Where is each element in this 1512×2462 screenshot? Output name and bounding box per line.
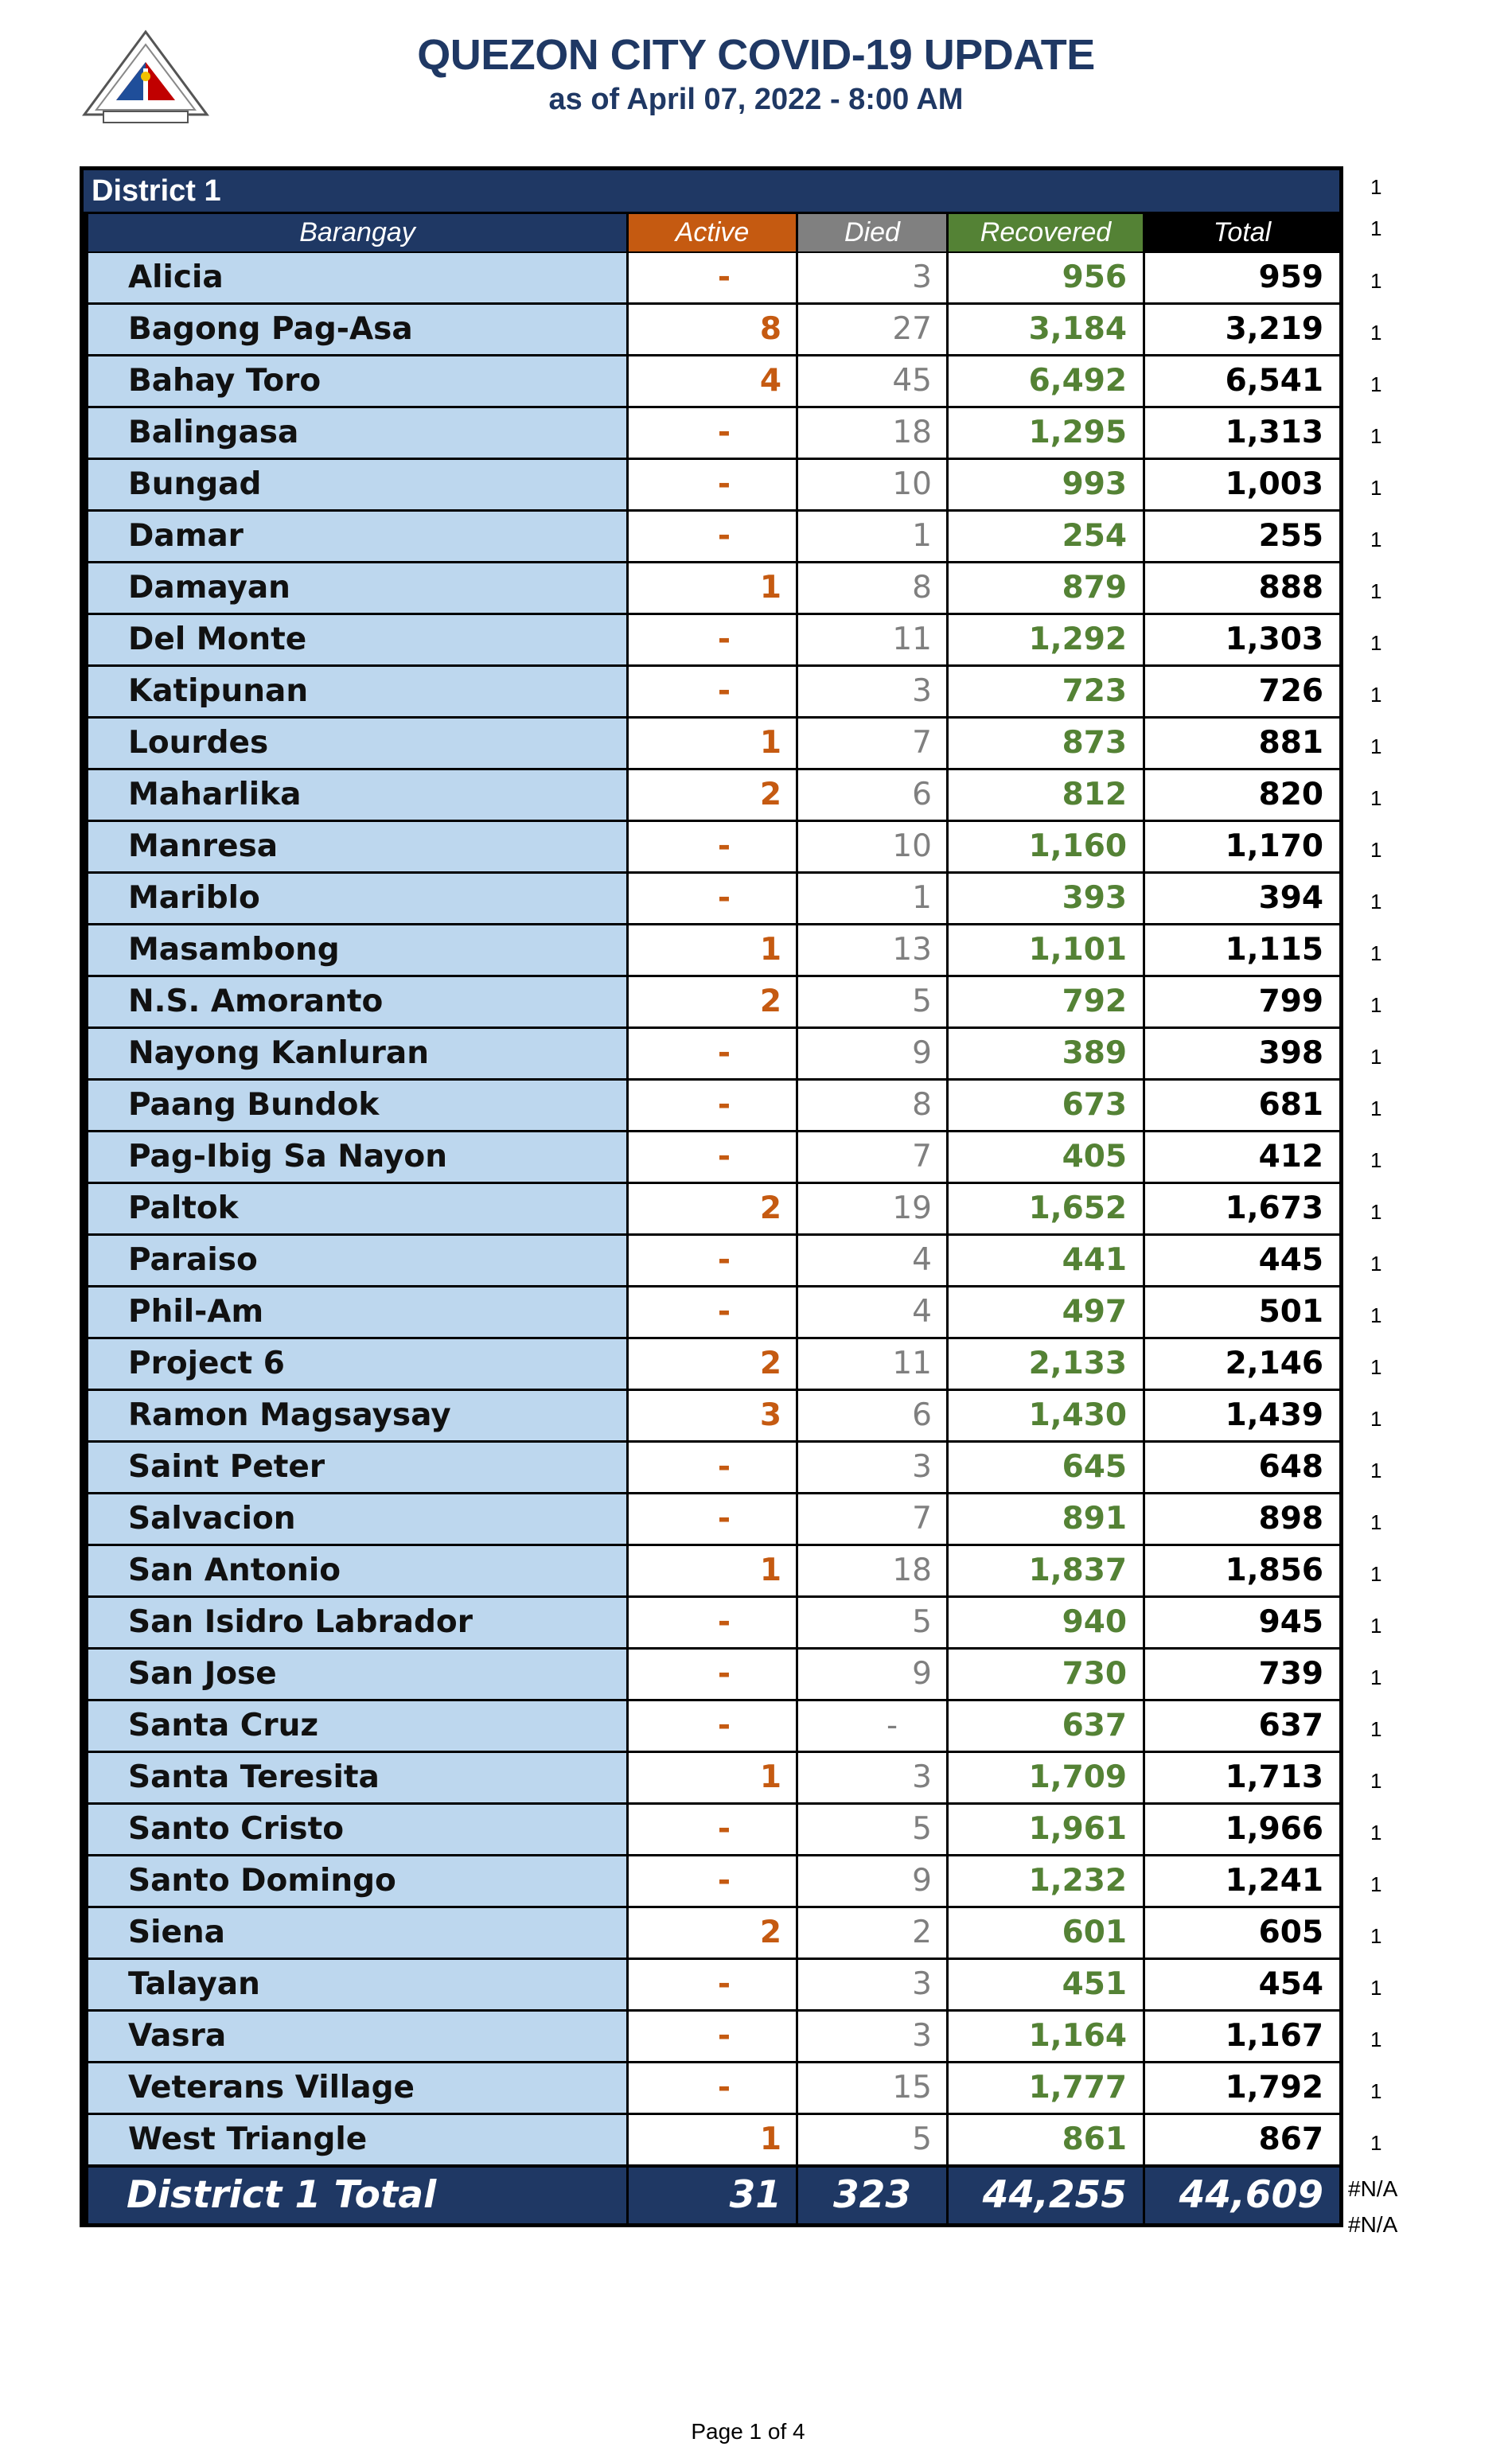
active-cell: - [629,460,796,509]
table-row [84,667,1339,716]
barangay-cell: Alicia [88,253,626,302]
recovered-cell: 451 [949,1960,1143,2009]
side-flag: 1 [1370,631,1382,655]
barangay-cell: Veterans Village [88,2063,626,2113]
total-cell: 799 [1145,977,1339,1026]
active-cell: - [629,1029,796,1078]
died-cell: 7 [798,719,946,768]
total-cell: 1,713 [1145,1753,1339,1802]
total-label: District 1 Total [88,2168,626,2223]
side-flag: 1 [1370,1045,1382,1069]
side-flag: 1 [1370,1200,1382,1224]
side-flag: 1 [1370,1769,1382,1793]
total-cell: 1,792 [1145,2063,1339,2113]
total-cell: 2,146 [1145,1339,1339,1389]
col-header-active: Active [629,214,796,251]
active-cell: 1 [629,1753,796,1802]
table-row [84,305,1339,354]
table-row [84,2063,1339,2113]
active-cell: 2 [629,770,796,820]
active-cell: 1 [629,2115,796,2164]
active-cell: - [629,2063,796,2113]
died-cell: 1 [798,512,946,561]
died-cell: 9 [798,1856,946,1906]
col-header-total: Total [1145,214,1339,251]
active-cell: - [629,1287,796,1337]
total-cell: 945 [1145,1598,1339,1647]
barangay-cell: Ramon Magsaysay [88,1391,626,1440]
active-cell: - [629,667,796,716]
table-row [84,1908,1339,1958]
barangay-cell: West Triangle [88,2115,626,2164]
barangay-cell: Paltok [88,1184,626,1233]
recovered-cell: 993 [949,460,1143,509]
barangay-cell: Maharlika [88,770,626,820]
recovered-cell: 1,961 [949,1805,1143,1854]
active-cell: - [629,512,796,561]
total-cell: 1,313 [1145,408,1339,458]
total-cell: 648 [1145,1443,1339,1492]
recovered-cell: 2,133 [949,1339,1143,1389]
table-row [84,1132,1339,1182]
table-row [84,1701,1339,1751]
barangay-cell: Balingasa [88,408,626,458]
barangay-cell: Masambong [88,925,626,975]
recovered-cell: 956 [949,253,1143,302]
recovered-cell: 497 [949,1287,1143,1337]
col-header-recovered: Recovered [949,214,1143,251]
table-row [84,1029,1339,1078]
barangay-cell: N.S. Amoranto [88,977,626,1026]
total-cell: 3,219 [1145,305,1339,354]
barangay-cell: Project 6 [88,1339,626,1389]
barangay-cell: Paraiso [88,1236,626,1285]
total-cell: 1,241 [1145,1856,1339,1906]
died-cell: 8 [798,563,946,613]
table-row [84,253,1339,302]
total-cell: 1,966 [1145,1805,1339,1854]
recovered-cell: 1,709 [949,1753,1143,1802]
active-cell: - [629,822,796,871]
total-cell: 1,167 [1145,2012,1339,2061]
total-active: 31 [629,2168,796,2223]
died-cell: 18 [798,1546,946,1595]
barangay-cell: Bungad [88,460,626,509]
total-cell: 1,673 [1145,1184,1339,1233]
barangay-cell: Lourdes [88,719,626,768]
recovered-cell: 1,295 [949,408,1143,458]
side-flag: 1 [1370,993,1382,1017]
table-row [84,1184,1339,1233]
total-cell: 1,115 [1145,925,1339,975]
died-cell: 3 [798,2012,946,2061]
total-cell: 739 [1145,1650,1339,1699]
table-row [84,1236,1339,1285]
total-cell: 637 [1145,1701,1339,1751]
side-flag: 1 [1370,941,1382,965]
side-flag: 1 [1370,1821,1382,1845]
barangay-cell: Damayan [88,563,626,613]
active-cell: - [629,253,796,302]
died-cell: 5 [798,2115,946,2164]
table-row [84,770,1339,820]
active-cell: - [629,1650,796,1699]
recovered-cell: 812 [949,770,1143,820]
total-cell: 681 [1145,1081,1339,1130]
died-cell: 10 [798,822,946,871]
active-cell: 1 [629,563,796,613]
barangay-cell: Vasra [88,2012,626,2061]
side-flag: 1 [1370,2131,1382,2155]
total-cell: 454 [1145,1960,1339,2009]
died-cell: 3 [798,1753,946,1802]
active-cell: - [629,1960,796,2009]
total-total: 44,609 [1145,2168,1339,2223]
died-cell: 1 [798,874,946,923]
died-cell: 11 [798,1339,946,1389]
side-flag: 1 [1370,269,1382,293]
barangay-cell: Manresa [88,822,626,871]
recovered-cell: 1,430 [949,1391,1143,1440]
died-cell: 5 [798,1805,946,1854]
total-cell: 898 [1145,1494,1339,1544]
side-flag: 1 [1370,683,1382,707]
side-flag: 1 [1370,1459,1382,1482]
died-cell: 6 [798,770,946,820]
barangay-cell: Siena [88,1908,626,1958]
side-flag: 1 [1370,1407,1382,1431]
died-cell: 11 [798,615,946,664]
died-cell: - [798,1701,946,1751]
total-cell: 605 [1145,1908,1339,1958]
active-cell: 2 [629,1339,796,1389]
district-header: District 1 [84,170,1339,212]
died-cell: 45 [798,356,946,406]
recovered-cell: 441 [949,1236,1143,1285]
died-cell: 27 [798,305,946,354]
died-cell: 4 [798,1236,946,1285]
barangay-cell: San Jose [88,1650,626,1699]
side-flag: 1 [1370,786,1382,810]
total-cell: 867 [1145,2115,1339,2164]
active-cell: 2 [629,1908,796,1958]
table-row [84,1753,1339,1802]
barangay-cell: Santa Teresita [88,1753,626,1802]
died-cell: 2 [798,1908,946,1958]
table-row [84,512,1339,561]
total-cell: 1,856 [1145,1546,1339,1595]
active-cell: 2 [629,1184,796,1233]
total-cell: 1,170 [1145,822,1339,871]
total-cell: 1,439 [1145,1391,1339,1440]
died-cell: 8 [798,1081,946,1130]
col-header-barangay: Barangay [88,214,626,251]
barangay-cell: San Antonio [88,1546,626,1595]
barangay-cell: Pag-Ibig Sa Nayon [88,1132,626,1182]
total-cell: 726 [1145,667,1339,716]
total-cell: 959 [1145,253,1339,302]
died-cell: 5 [798,977,946,1026]
died-cell: 7 [798,1132,946,1182]
recovered-cell: 891 [949,1494,1143,1544]
recovered-cell: 1,101 [949,925,1143,975]
side-flag: 1 [1370,1562,1382,1586]
active-cell: - [629,1494,796,1544]
active-cell: - [629,1598,796,1647]
total-died: 323 [798,2168,946,2223]
recovered-cell: 645 [949,1443,1143,1492]
side-flag: 1 [1370,1614,1382,1638]
total-cell: 1,003 [1145,460,1339,509]
side-flag: 1 [1370,321,1382,345]
recovered-cell: 3,184 [949,305,1143,354]
table-row [84,874,1339,923]
side-flag-header: 1 [1370,175,1382,199]
table-row [84,1081,1339,1130]
page-subtitle: as of April 07, 2022 - 8:00 AM [548,83,964,116]
recovered-cell: 601 [949,1908,1143,1958]
side-total-flag-clipped: #N/A [1348,2212,1398,2237]
active-cell: - [629,1236,796,1285]
col-header-died: Died [798,214,946,251]
side-flag: 1 [1370,372,1382,396]
total-cell: 6,541 [1145,356,1339,406]
table-row [84,1598,1339,1647]
total-cell: 888 [1145,563,1339,613]
side-flag: 1 [1370,528,1382,551]
barangay-cell: Del Monte [88,615,626,664]
recovered-cell: 730 [949,1650,1143,1699]
total-cell: 255 [1145,512,1339,561]
active-cell: - [629,1081,796,1130]
recovered-cell: 1,292 [949,615,1143,664]
died-cell: 9 [798,1650,946,1699]
recovered-cell: 254 [949,512,1143,561]
barangay-cell: Katipunan [88,667,626,716]
barangay-cell: Santo Cristo [88,1805,626,1854]
recovered-cell: 723 [949,667,1143,716]
barangay-cell: San Isidro Labrador [88,1598,626,1647]
side-flag: 1 [1370,1976,1382,2000]
recovered-cell: 879 [949,563,1143,613]
active-cell: - [629,408,796,458]
side-flag: 1 [1370,1303,1382,1327]
recovered-cell: 393 [949,874,1143,923]
died-cell: 9 [798,1029,946,1078]
barangay-cell: Santo Domingo [88,1856,626,1906]
side-flag: 1 [1370,424,1382,448]
barangay-cell: Bagong Pag-Asa [88,305,626,354]
district-total-row [84,2168,1339,2223]
died-cell: 13 [798,925,946,975]
side-flag: 1 [1370,476,1382,500]
side-flag: 1 [1370,579,1382,603]
side-flag: 1 [1370,2079,1382,2103]
page-title: QUEZON CITY COVID-19 UPDATE [417,31,1095,79]
died-cell: 3 [798,667,946,716]
died-cell: 7 [798,1494,946,1544]
table-row [84,615,1339,664]
died-cell: 18 [798,408,946,458]
barangay-cell: Damar [88,512,626,561]
table-row [84,977,1339,1026]
recovered-cell: 1,160 [949,822,1143,871]
recovered-cell: 1,837 [949,1546,1143,1595]
side-flag: 1 [1370,1924,1382,1948]
total-cell: 398 [1145,1029,1339,1078]
table-row [84,1960,1339,2009]
barangay-cell: Salvacion [88,1494,626,1544]
died-cell: 10 [798,460,946,509]
total-cell: 445 [1145,1236,1339,1285]
active-cell: - [629,2012,796,2061]
side-total-flag: #N/A [1348,2176,1398,2201]
side-flag: 1 [1370,1872,1382,1896]
table-row [84,1287,1339,1337]
table-row [84,1391,1339,1440]
table-row [84,356,1339,406]
side-flag: 1 [1370,1717,1382,1741]
recovered-cell: 1,652 [949,1184,1143,1233]
died-cell: 3 [798,1960,946,2009]
active-cell: 4 [629,356,796,406]
barangay-cell: Santa Cruz [88,1701,626,1751]
died-cell: 4 [798,1287,946,1337]
active-cell: - [629,1856,796,1906]
side-flag: 1 [1370,2028,1382,2051]
recovered-cell: 940 [949,1598,1143,1647]
barangay-cell: Talayan [88,1960,626,2009]
total-cell: 881 [1145,719,1339,768]
recovered-cell: 1,164 [949,2012,1143,2061]
died-cell: 3 [798,1443,946,1492]
recovered-cell: 637 [949,1701,1143,1751]
recovered-cell: 873 [949,719,1143,768]
active-cell: 1 [629,1546,796,1595]
recovered-cell: 389 [949,1029,1143,1078]
table-row [84,719,1339,768]
total-recovered: 44,255 [949,2168,1143,2223]
page-number: Page 1 of 4 [691,2419,805,2444]
covid-table [80,166,1343,2227]
died-cell: 5 [798,1598,946,1647]
died-cell: 15 [798,2063,946,2113]
side-flag: 1 [1370,1252,1382,1276]
table-row [84,1546,1339,1595]
table-row [84,2012,1339,2061]
active-cell: - [629,1701,796,1751]
recovered-cell: 673 [949,1081,1143,1130]
active-cell: 1 [629,719,796,768]
table-row [84,460,1339,509]
total-cell: 394 [1145,874,1339,923]
side-flag: 1 [1370,890,1382,914]
died-cell: 6 [798,1391,946,1440]
table-row [84,822,1339,871]
total-cell: 820 [1145,770,1339,820]
barangay-cell: Mariblo [88,874,626,923]
recovered-cell: 405 [949,1132,1143,1182]
active-cell: - [629,615,796,664]
table-row [84,925,1339,975]
table-row [84,408,1339,458]
table-row [84,1805,1339,1854]
recovered-cell: 1,232 [949,1856,1143,1906]
barangay-cell: Phil-Am [88,1287,626,1337]
side-flag: 1 [1370,1355,1382,1379]
side-flag: 1 [1370,838,1382,862]
table-row [84,563,1339,613]
table-row [84,1856,1339,1906]
active-cell: 3 [629,1391,796,1440]
died-cell: 3 [798,253,946,302]
total-cell: 1,303 [1145,615,1339,664]
barangay-cell: Paang Bundok [88,1081,626,1130]
recovered-cell: 792 [949,977,1143,1026]
table-row [84,1339,1339,1389]
barangay-cell: Saint Peter [88,1443,626,1492]
table-row [84,1443,1339,1492]
active-cell: 1 [629,925,796,975]
barangay-cell: Nayong Kanluran [88,1029,626,1078]
side-flag-header: 1 [1370,216,1382,240]
died-cell: 19 [798,1184,946,1233]
side-flag: 1 [1370,1148,1382,1172]
table-row [84,2115,1339,2164]
recovered-cell: 1,777 [949,2063,1143,2113]
recovered-cell: 6,492 [949,356,1143,406]
active-cell: - [629,874,796,923]
recovered-cell: 861 [949,2115,1143,2164]
active-cell: 2 [629,977,796,1026]
active-cell: 8 [629,305,796,354]
barangay-cell: Bahay Toro [88,356,626,406]
total-cell: 501 [1145,1287,1339,1337]
side-flag: 1 [1370,1097,1382,1120]
active-cell: - [629,1132,796,1182]
side-flag: 1 [1370,734,1382,758]
active-cell: - [629,1443,796,1492]
table-row [84,1494,1339,1544]
side-flag: 1 [1370,1665,1382,1689]
table-row [84,1650,1339,1699]
total-cell: 412 [1145,1132,1339,1182]
active-cell: - [629,1805,796,1854]
side-flag: 1 [1370,1510,1382,1534]
